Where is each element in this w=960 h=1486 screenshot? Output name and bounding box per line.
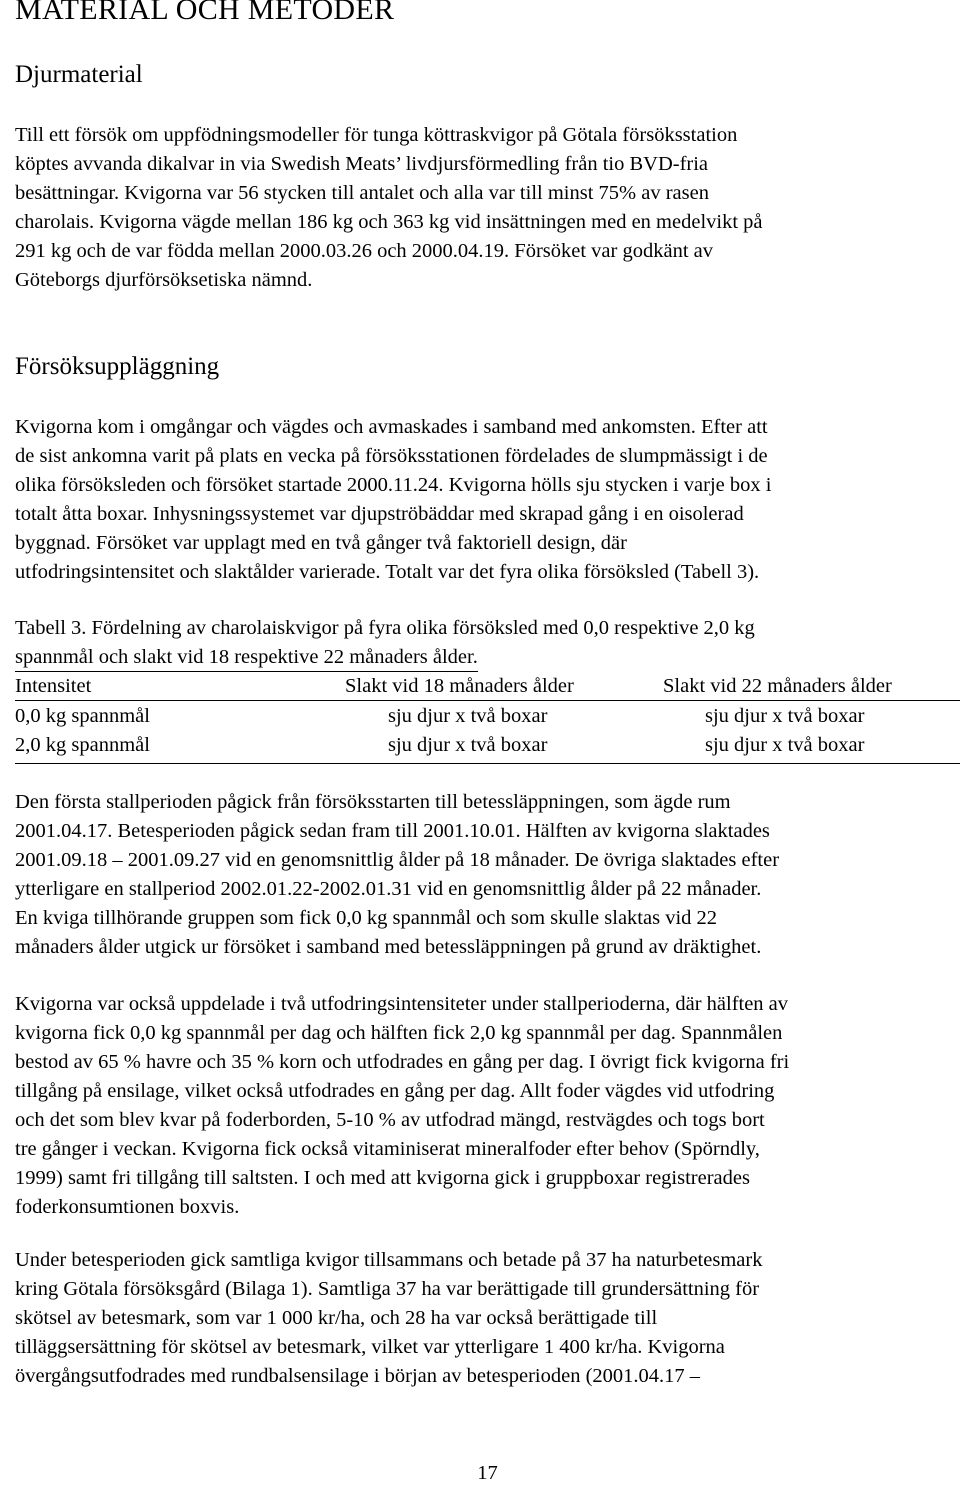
subheading-forsoksupplaggning: Försöksuppläggning: [15, 353, 220, 380]
text-line: utfodringsintensitet och slaktålder varierade. Totalt var det fyra olika försöksled (Tabell 3).: [15, 561, 760, 583]
header-cell: Intensitet: [15, 675, 92, 697]
table-cell: sju djur x två boxar: [388, 705, 548, 727]
table-caption: [15, 614, 755, 672]
text-line: kring Götala försöksgård (Bilaga 1). Samtliga 37 ha var berättigade till grundersättning för: [15, 1278, 760, 1300]
text-line: tilläggsersättning för skötsel av betesmark, vilket var ytterligare 1 400 kr/ha. Kvigorna: [15, 1336, 725, 1358]
paragraph-betesperiod: [15, 1246, 955, 1391]
text-line: tillgång på ensilage, vilket också utfodrades en gång per dag. Allt foder vägdes vid utfodring: [15, 1080, 775, 1102]
text-line: Den första stallperioden pågick från försöksstarten till betessläppningen, som ägde rum: [15, 791, 731, 813]
text-line: kvigorna fick 0,0 kg spannmål per dag och hälften fick 2,0 kg spannmål per dag. Spannmålen: [15, 1022, 783, 1044]
text-line: Kvigorna kom i omgångar och vägdes och avmaskades i samband med ankomsten. Efter att: [15, 416, 768, 438]
header-cell: Slakt vid 22 månaders ålder: [663, 675, 892, 697]
text-line: Under betesperioden gick samtliga kvigor tillsammans och betade på 37 ha naturbetesmark: [15, 1249, 763, 1271]
paragraph-stallperiod: [15, 788, 955, 962]
header-cell: Slakt vid 18 månaders ålder: [345, 675, 574, 697]
text-line: totalt åtta boxar. Inhysningssystemet var djupströbäddar med skrapad gång i en oisolerad: [15, 503, 744, 525]
paragraph-forsoksupplaggning: [15, 413, 955, 587]
text-line: köptes avvanda dikalvar in via Swedish Meats’ livdjursförmedling från tio BVD-fria: [15, 153, 709, 175]
caption-line: spannmål och slakt vid 18 respektive 22 månaders ålder.: [15, 644, 478, 672]
text-line: tre gånger i veckan. Kvigorna fick också vitaminiserat mineralfoder efter behov (Spörndly,: [15, 1138, 760, 1160]
table-cell: sju djur x två boxar: [388, 734, 548, 756]
text-line: Till ett försök om uppfödningsmodeller för tunga köttraskvigor på Götala försöksstation: [15, 124, 738, 146]
text-line: och det som blev kvar på foderborden, 5-10 % av utfodrad mängd, restvägdes och togs bort: [15, 1109, 765, 1131]
data-table: [15, 672, 960, 764]
text-line: En kviga tillhörande gruppen som fick 0,0 kg spannmål och som skulle slaktas vid 22: [15, 907, 718, 929]
subheading-djurmaterial: Djurmaterial: [15, 61, 143, 88]
page-number: 17: [477, 1462, 498, 1484]
text-line: charolais. Kvigorna vägde mellan 186 kg och 363 kg vid insättningen med en medelvikt på: [15, 211, 763, 233]
table-cell: 0,0 kg spannmål: [15, 705, 150, 727]
text-line: byggnad. Försöket var upplagt med en två gånger två faktoriell design, där: [15, 532, 627, 554]
text-line: foderkonsumtionen boxvis.: [15, 1196, 240, 1218]
paragraph-djurmaterial: [15, 121, 955, 295]
text-line: Göteborgs djurförsöksetiska nämnd.: [15, 269, 313, 291]
text-line: 1999) samt fri tillgång till saltsten. I och med att kvigorna gick i gruppboxar registrerades: [15, 1167, 750, 1189]
table-header-row: [15, 672, 960, 701]
paragraph-utfodring: [15, 990, 955, 1222]
text-line: olika försöksleden och försöket startade 2000.11.24. Kvigorna hölls sju stycken i varje box i: [15, 474, 772, 496]
text-line: Kvigorna var också uppdelade i två utfodringsintensiteter under stallperioderna, där hälften av: [15, 993, 789, 1015]
text-line: ytterligare en stallperiod 2002.01.22-2002.01.31 vid en genomsnittlig ålder på 22 månader.: [15, 878, 762, 900]
table-bottom-rule: [15, 763, 960, 764]
text-line: månaders ålder utgick ur försöket i samband med betessläppningen på grund av dräktighet.: [15, 936, 762, 958]
text-line: de sist ankomna varit på plats en vecka på försöksstationen fördelades de slumpmässigt i de: [15, 445, 768, 467]
text-line: 2001.04.17. Betesperioden pågick sedan fram till 2001.10.01. Hälften av kvigorna slaktades: [15, 820, 770, 842]
table-row: [15, 702, 960, 731]
section-heading: MATERIAL OCH METODER: [15, 0, 395, 26]
table-row: [15, 731, 960, 760]
caption-line: Tabell 3. Fördelning av charolaiskvigor på fyra olika försöksled med 0,0 respektive 2,0 kg: [15, 617, 755, 639]
text-line: övergångsutfodrades med rundbalsensilage i början av betesperioden (2001.04.17 –: [15, 1365, 701, 1387]
text-line: besättningar. Kvigorna var 56 stycken till antalet och alla var till minst 75% av rasen: [15, 182, 709, 204]
text-line: bestod av 65 % havre och 35 % korn och utfodrades en gång per dag. I övrigt fick kvigorna fri: [15, 1051, 790, 1073]
text-line: skötsel av betesmark, som var 1 000 kr/ha, och 28 ha var också berättigade till: [15, 1307, 658, 1329]
text-line: 291 kg och de var födda mellan 2000.03.26 och 2000.04.19. Försöket var godkänt av: [15, 240, 714, 262]
text-line: 2001.09.18 – 2001.09.27 vid en genomsnittlig ålder på 18 månader. De övriga slaktades efter: [15, 849, 780, 871]
table-cell: sju djur x två boxar: [705, 734, 865, 756]
table-cell: sju djur x två boxar: [705, 705, 865, 727]
table-cell: 2,0 kg spannmål: [15, 734, 150, 756]
